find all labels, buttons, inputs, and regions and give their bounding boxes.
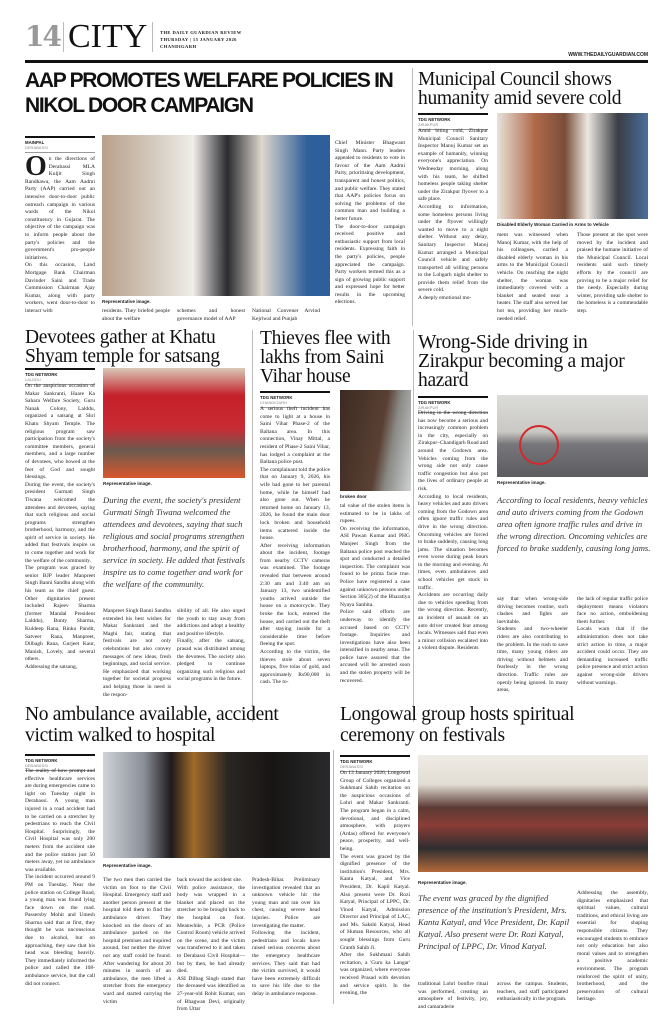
photo-satsang [103, 368, 245, 478]
byline-location: LALDDU [25, 377, 41, 382]
headline-ambulance: No ambulance available, accident victim walked to hospital [25, 704, 279, 746]
photo-woman-carried [497, 113, 648, 219]
column-rule [413, 330, 414, 722]
article-column: A serious theft incident has come to light at a house in Saini Vihar Phase-2 of the Baltana area. In this connection, Vinay Mittal, a resident of Phase-2 Saini Vihar, has lodged a complaint at the Baltana police post. The complainant told the police that on January 9, 2026, his wife had gone to her parental home, while he himself had also gone out. When he returned home on January 13, 2026, he found the main door lock broken and household items scattered inside the house. After receiving information about the incident, footage from nearby CCTV cameras was examined. The footage revealed that between around 2:30 am and 3:40 am on January 13, two unidentified youths arrived outside the house on a motorcycle. They broke the lock, entered the house, and carried out the theft after staying inside for a considerable time before fleeing the spot. According to the victim, the thieves stole about seven laptops, five tolas of gold, and approximately Rs90,000 in cash. The to- [260, 406, 330, 686]
masthead-rule [25, 60, 648, 63]
article-column: Those present at the spot were moved by the incident and praised the humane initiative of the Municipal Council. Local residents said such timely efforts by the council are proving to be a major relief for the needy. Especially during winter, providing safe shelter to the homeless is a commendable step. [577, 232, 648, 314]
section-title: CITY [68, 18, 148, 55]
article-column: On the directions of Derabassi MLA Kuljit Singh Randhawa, the Aam Aadmi Party (AAP) carried out an intensive door-to-door public outreach campaign in various wards of the Nikol constituency in Gujarat. The objective of the campaign was to inform people about the party's policies and the government's pro-people initiatives. On this occasion, Land Mortgage Bank Chairman Davinder Saini and Trade Commission Chairman Ajay Kumar, along with party workers, went door-to-door to interact with [25, 151, 95, 314]
pull-quote: The event was graced by the dignified presence of the institution's President, Mrs. Kanta Katyal, and Vice President, Dr. Kapil Katyal. Also present were Dr. Rozi Katyal, Principal of LPPC, Dr. Vinod Katyal. [418, 893, 570, 951]
article-column: schemes and honest governance model of AAP [177, 308, 245, 322]
headline-devotees: Devotees gather at Khatu Shyam temple for satsang [25, 327, 220, 367]
byline-location: DERABASSI [340, 764, 363, 769]
byline-location: ZIRAKPUR [418, 405, 439, 410]
dateline [160, 29, 242, 50]
article-column: ment was witnessed when Manoj Kumar, with the help of his colleagues, carried a disabled elderly woman in his arms to the Municipal Council vehicle. On reaching the night shelter, the woman was immediately covered with a blanket and seated near a heater. The staff also served her hot tea, providing her much-needed relief. [497, 232, 568, 322]
pull-quote: According to local residents, heavy vehicles and auto drivers coming from the Godown area often ignore traffic rules and drive in the wrong direction. Oncoming vehicles are forced to brake suddenly, causing long jams. [497, 495, 651, 553]
headline-municipal: Municipal Council shows humanity amid severe cold [418, 69, 622, 109]
article-column: National Convener Arvind Kejriwal and Punjab [252, 308, 320, 322]
headline-aap: AAP PROMOTES WELFARE POLICIES IN NIKOL DOOR CAMPAIGN [25, 69, 393, 117]
photo-ceremony-hall [418, 755, 648, 872]
article-column: back toward the accident site. With police assistance, the body was wrapped in a blanket and placed on the stretcher to be brought back to the hospital on foot. Meanwhile, a PCR (Police Control Room) vehicle arrived on the scene, and the victim was transferred to it and taken to Derabassi Civil Hospital—but by then, he had already died. ASI Dilbag Singh stated that the deceased was identified as 27-year-old Rohit Kumar, son of Bhagwan Devi, originally from Uttar [177, 877, 245, 1013]
byline-author: TDG NETWORK [260, 395, 293, 400]
photo-aap-campaign [102, 135, 330, 296]
byline-author: TDG NETWORK [418, 117, 451, 122]
byline-location: CHANDIGARH [260, 400, 287, 405]
pull-quote: During the event, the society's president Gurmati Singh Tiwana welcomed the attendees and devotees, saying that such religious and social programs strengthen brotherhood, harmony, and the spirit of service in society. He added that festivals inspire us to come together and work for the welfare of the community. [103, 495, 245, 589]
article-column: across the campus. Students, teachers, and staff participated enthusiastically in the program. [497, 981, 568, 1003]
article-column: residents. They briefed people about the welfare [102, 308, 170, 322]
article-column: The reality of how prompt and effective healthcare services are during emergencies came to light on Tuesday night in Derabassi. A young man injured in a road accident had to be carried on a stretcher by pedestrians to reach the Civil Hospital. Surprisingly, the Civil Hospital was only 200 meters from the accident site and the police station just 50 meters away, yet no ambulance was available. The incident occurred around 9 PM on Tuesday. Near the police station on College Road, a young man was found lying face down on the road. Passersby Mohit and Umesh Sharma said that at first, they thought he was unconscious due to alcohol, but on approaching, they saw that his head was bleeding heavily. They immediately informed the police and called the 108-ambulance service, but the call did not connect. [25, 768, 95, 987]
article-column: Pradesh-Bihar. Preliminary investigation revealed that an unknown vehicle hit the young man and ran over his chest, causing severe head injuries. Police are investigating the matter. Following the incident, pedestrians and locals have raised serious concerns about the emergency healthcare services. They said that had the victim survived, it would have been extremely difficult to save his life due to the delay in ambulance response. [252, 877, 320, 997]
byline-location: DERABASSI [25, 145, 48, 150]
city: CHANDIGARH [160, 44, 197, 49]
issue-date: THURSDAY | 15 JANUARY 2026 [160, 37, 237, 42]
article-column: Manpreet Singh Banni Sandhu extended his best wishes for Makar Sankranti and the Maghi fair, stating that festivals are not only celebrations but also convey messages of new ideas, fresh beginnings, and social service. He emphasized that working together for societal progress and helping those in need is the respon- [103, 608, 171, 698]
photo-wrong-side-driving [497, 395, 648, 477]
article-column: Chief Minister Bhagwant Singh Mann. Party leaders appealed to residents to vote in favour of the Aam Aadmi Party, prioritising development, transparent and honest politics, and public welfare. They stated that AAP's policies focus on solving the problems of the common man and building a better future. The door-to-door campaign received positive and enthusiastic support from local residents. Expressing faith in the party's policies, people appreciated the campaign. Party workers termed this as a sign of growing public support and expressed hope for better results in the upcoming elections. [335, 140, 405, 306]
byline-author: TDG NETWORK [25, 372, 58, 377]
article-column: On 13 January 2026, Longowal Group of Colleges organized a Sukhmani Sahib recitation on the auspicious occasions of Lohri and Makar Sankranti. The program began in a calm, devotional, and disciplined atmosphere, with prayers (Ardas) offered for everyone's peace, prosperity, and well-being. The event was graced by the dignified presence of the institution's President, Mrs. Kanta Katyal, and Vice President, Dr. Kapil Katyal. Also present were Dr. Rozi Katyal, Principal of LPPC, Dr. Vinod Katyal, Admission Director and Principal of LAC, and Ms. Sakshi Katyal, Head of Human Resources, who all sought blessings from Guru Granth Sahib Ji. After the Sukhmani Sahib recitation, a 'Guru ka Langar' was organized, where everyone received Prasad with devotion and service spirit. In the evening, the [340, 770, 410, 997]
article-column: Driving in the wrong direction has now become a serious and increasingly common problem in the city, especially on Zirakpur–Chandigarh Road and around the Godown area. Vehicles coming from the wrong side not only cause traffic congestion but also put the lives of ordinary people at risk. According to local residents, heavy vehicles and auto drivers coming from the Godown area often ignore traffic rules and drive in the wrong direction. Oncoming vehicles are forced to brake suddenly, causing long jams. The situation becomes even worse during peak hours in the morning and evening. At times, even ambulances and school vehicles get stuck in traffic. Accidents are occurring daily due to vehicles speeding from the wrong direction. Recently, an incident of assault on an auto driver created fear among locals. Witnesses said that even a minor collision escalated into a violent dispute. Residents [418, 410, 488, 652]
website: WWW.THEDAILYGUARDIAN.COM [568, 52, 648, 58]
article-column: traditional Lohri bonfire ritual was performed, creating an atmosphere of festivity, joy, and camaraderie [418, 981, 488, 1010]
photo-caption: Representative image. [103, 863, 152, 868]
article-column: say that when wrong-side driving becomes routine, such clashes and fights are inevitable. Students and two-wheeler riders are also contributing to the problem. In the rush to save time, many young riders are driving without helmets and fearlessly in the wrong direction. Traffic rules are openly being ignored. In many areas, [497, 596, 568, 694]
page-number: 14 [25, 20, 60, 53]
headline-thieves: Thieves flee with lakhs from Saini Vihar house [260, 328, 391, 387]
column-rule [412, 68, 413, 326]
column-rule [333, 750, 334, 1004]
photo-broken-door [340, 390, 411, 491]
byline-author: TDG NETWORK [340, 759, 373, 764]
article-column: Addressing the assembly, dignitaries emphasized that spiritual values, cultural traditions, and ethical living are essential for shaping responsible citizens. They encouraged students to embrace not only education but also moral values and to strengthen a positive academic environment. The program reinforced the spirit of unity, brotherhood, and the preservation of cultural heritage. [577, 890, 648, 1003]
article-column: tal value of the stolen items is estimated to be in lakhs of rupees. On receiving the information, ASI Pawan Kumar and PHG Manjeet Singh from the Baltana police post reached the spot and conducted a detailed inspection. The complaint was found to be prima facie true. Police have registered a case against unknown persons under Section 305(2) of the Bharatiya Nyaya Sanhita. Police said efforts are underway to identify the accused based on CCTV footage. Inquiries and investigations have also been intensified in nearby areas. The police have assured that the accused will be arrested soon and the stolen property will be recovered. [340, 503, 410, 684]
divider [152, 22, 153, 52]
headline-longowal: Longowal group hosts spiritual ceremony on festivals [340, 704, 575, 746]
column-rule [252, 330, 253, 722]
byline-author: TDG NETWORK [25, 758, 58, 763]
photo-caption: Representative image. [102, 299, 151, 304]
article-column: On the auspicious occasion of Makar Sankranti, Haare Ka Sahara Welfare Society, Guru Nanak Colony, Lalddu, organized a satsang at Shri Khatu Shyam Temple. The religious program saw participation from the society's committee members, general members, and a large number of devotees, who bowed at the feet of God and sought blessings. During the event, the society's president Gurmati Singh Tiwana welcomed the attendees and devotees, saying that such religious and social programs strengthen brotherhood, harmony, and the spirit of service in society. He added that festivals inspire us to come together and work for the welfare of the community. The program was graced by senior BJP leader Manpreet Singh Banni Sandhu along with his team as the chief guest. Other dignitaries present included Rajeev Sharma (former Mandal President Lalddu), Bunty Sharma, Kuldeep Rana, Rinku Pandit, Satveer Rana, Manpreet, Dilbagh Rana, Gurjeet Kaur, Manish, Lovely, and several others. Addressing the satsang, [25, 383, 95, 670]
photo-caption: broken door [340, 494, 367, 499]
article-column: Amid biting cold, Zirakpur Municipal Council Sanitary Inspector Manoj Kumar set an example of humanity, winning everyone's appreciation. On Wednesday morning, along with his team, he shifted homeless people taking shelter under the Zirakpur flyover to a safe place. According to information, some homeless persons living under the flyover willingly wanted to move to a night shelter. Without any delay, Sanitary Inspector Manoj Kumar arranged a Municipal Council vehicle and safely transported all willing persons to the Lohgarh night shelter to provide them relief from the severe cold. A deeply emotional mo- [418, 128, 488, 302]
byline-location: DERABASSI [25, 763, 48, 768]
photo-ambulance-night [103, 752, 330, 858]
article-column: the lack of regular traffic police deployment means violators face no action, emboldening them further. Locals warn that if the administration does not take strict action in time, a major accident could occur. They are demanding increased traffic police presence and strict action against wrong-side drivers without warnings. [577, 596, 648, 686]
byline-author: TDG NETWORK [418, 400, 451, 405]
paper-name: THE DAILY GUARDIAN REVIEW [160, 30, 242, 35]
byline-author: MAINPAL [25, 140, 45, 145]
photo-caption: Representative image. [418, 880, 467, 885]
photo-caption: Disabled Elderly Woman Carried in Arms to Vehicle [497, 222, 609, 227]
highlight-circle [519, 425, 559, 465]
byline-location: ZIRAKPUR [418, 122, 439, 127]
article-column: sibility of all. He also urged the youth to stay away from addictions and adopt a healthy and positive lifestyle. Finally, after the satsang, prasad was distributed among the devotees. The society also pledged to continue organizing such religious and social programs in the future. [177, 608, 245, 683]
divider [63, 22, 64, 52]
photo-caption: Representative image. [497, 480, 546, 485]
headline-wrong-side: Wrong-Side driving in Zirakpur becoming a major hazard [418, 332, 625, 391]
article-column: The two men then carried the victim on foot to the Civil Hospital. Emergency staff and another person present at the hospital told them to find the ambulance driver. They knocked on the doors of an ambulance parked on the hospital premises and inquired around, but neither the driver nor any staff could be found. After wandering for about 20 minutes in search of an ambulance, the men lifted a stretcher from the emergency ward and started carrying the victim [103, 877, 171, 1005]
photo-caption: Representative image. [103, 481, 152, 486]
